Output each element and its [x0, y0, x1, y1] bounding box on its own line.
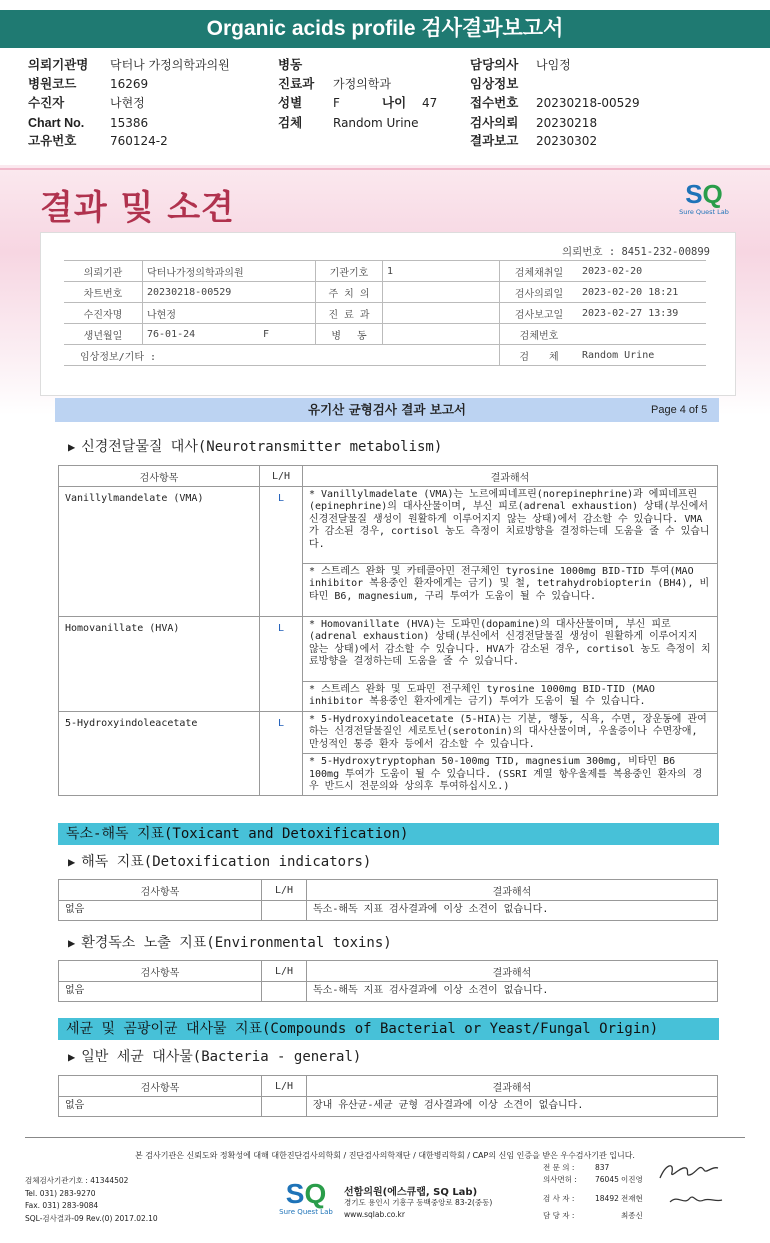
triangle-bullet-icon: ▶ [68, 936, 76, 950]
accreditation-statement: 본 검사기관은 신뢰도와 정확성에 대해 대한진단검사의학회 / 진단검사의학재단 / 대한병리학회 / CAP의 신임 인증을 받은 우수검사기관 입니다. [135, 1151, 635, 1160]
header-field-sex: 성별 F [278, 96, 340, 110]
examiner-signature [666, 1188, 726, 1210]
table-row: 5-Hydroxyindoleacetate L * 5-Hydroxyindoleacetate (5-HIA)는 기분, 행동, 식욕, 수면, 장운동에 관여하는 신경전달물질인 세로토닌(serotonin)의 대사산물이며, 우울증이나 수면장애, 만성적인 통증 환자 등에서 감소할 수 있습니다. [59, 712, 718, 754]
toxicant-section-bar: 독소-해독 지표(Toxicant and Detoxification) [58, 823, 719, 845]
page-number: Page 4 of 5 [651, 404, 708, 416]
footer-contact: 검체검사기관기호 : 41344502 Tel. 031) 283-9270 Fax. 031) 283-9084 SQL-검사결과-09 Rev.(0) 2017.02.10 [25, 1176, 158, 1223]
header-field-unique-no: 고유번호 760124-2 [28, 134, 168, 148]
environmental-heading: ▶ 환경독소 노출 지표(Environmental toxins) [68, 935, 392, 951]
lab-name: 선함의원(에스큐랩, SQ Lab) [344, 1187, 478, 1198]
request-number: 의뢰번호 : 8451-232-00899 [561, 246, 710, 258]
detox-results-table [58, 879, 718, 921]
info-row: 생년월일 76-01-24 F 병 동 검체번호 [64, 324, 706, 345]
doctor-signature [656, 1156, 726, 1186]
header-field-patient: 수진자 나현정 [28, 96, 145, 110]
section-heading: 결과 및 소견 [40, 188, 235, 228]
triangle-bullet-icon: ▶ [68, 855, 76, 869]
header-field-report-date: 결과보고 20230302 [470, 134, 598, 148]
environmental-results-table [58, 960, 718, 1002]
staff-row: 검 사 자 : 18492 전재현 [543, 1194, 643, 1203]
table-row: 없음 독소-해독 지표 검사결과에 이상 소견이 없습니다. [59, 982, 718, 1002]
header-field-doctor: 담당의사 나임정 [470, 58, 571, 72]
triangle-bullet-icon: ▶ [68, 440, 76, 454]
info-row: 임상정보/기타 : 검 체 Random Urine [64, 345, 706, 366]
report-banner-title: Organic acids profile 검사결과보고서 [0, 10, 770, 48]
table-header-row: 검사항목 L/H 결과해석 [59, 961, 718, 982]
header-field-hospital-code: 병원코드 16269 [28, 77, 149, 91]
staff-row: 전 문 의 : 837 [543, 1163, 610, 1172]
table-row: Homovanillate (HVA) L * Homovanillate (HVA)는 도파민(dopamine)의 대사산물이며, 부신 피로(adrenal exhaustion) 상태(부신에서 신경전달물질 생성이 원활하게 이루어지지 않는 상태)에서 감소할 수 있습니다. HVA가 감소된 경우, cortisol 농도 측정이 치료방향을 결정하는데 도움을 줄 수 있습니다. [59, 617, 718, 682]
bacteria-section-bar: 세균 및 곰팡이균 대사물 지표(Compounds of Bacterial or Yeast/Fungal Origin) [58, 1018, 719, 1040]
patient-info-table [64, 260, 706, 366]
section-divider [0, 168, 770, 170]
table-header-row: 검사항목 L/H 결과해석 [59, 880, 718, 901]
report-title: 유기산 균형검사 결과 보고서 [308, 402, 466, 417]
table-header-row: 검사항목 L/H 결과해석 [59, 466, 718, 487]
table-row: 없음 장내 유산균-세균 균형 검사결과에 이상 소견이 없습니다. [59, 1097, 718, 1117]
footer-divider [25, 1137, 745, 1138]
info-row: 차트번호 20230218-00529 주 치 의 검사의뢰일 2023-02-20 18:21 [64, 282, 706, 303]
staff-row: 담 당 자 : 최종신 [543, 1211, 643, 1220]
triangle-bullet-icon: ▶ [68, 1050, 76, 1064]
bacteria-heading: ▶ 일반 세균 대사물(Bacteria - general) [68, 1049, 362, 1065]
header-field-ward: 병동 [278, 58, 303, 72]
lab-address: 경기도 용인시 기흥구 동백중앙로 83-2(중동) [344, 1198, 493, 1207]
detox-heading: ▶ 해독 지표(Detoxification indicators) [68, 854, 372, 870]
table-row: * 5-Hydroxytryptophan 50-100mg TID, magnesium 300mg, 비타민 B6 100mg 투여가 도움이 될 수 있습니다. (SSRI 계열 항우울제를 복용중인 환자의 경우 반드시 전문의와 상의후 투여하십시오.) [59, 754, 718, 796]
lab-website[interactable]: www.sqlab.co.kr [344, 1210, 405, 1219]
header-field-receipt-no: 접수번호 20230218-00529 [470, 96, 640, 110]
header-field-chart-no: Chart No. 15386 [28, 116, 149, 130]
table-row: * 스트레스 완화 및 카테콜아민 전구체인 tyrosine 1000mg BID-TID 투여(MAO inhibitor 복용중인 환자에게는 금기) 및 철, tetrahydrobiopterin (BH4), 비타민 B6, magnesium, 구리 투여가 도움이 될 수 있습니다. [59, 564, 718, 617]
table-row: 없음 독소-해독 지표 검사결과에 이상 소견이 없습니다. [59, 901, 718, 921]
info-row: 수진자명 나현정 진 료 과 검사보고일 2023-02-27 13:39 [64, 303, 706, 324]
header-field-specimen: 검체 Random Urine [278, 116, 419, 130]
bacteria-results-table [58, 1075, 718, 1117]
header-field-institution: 의뢰기관명 닥터나 가정의학과의원 [28, 58, 230, 72]
info-row: 의뢰기관 닥터나가정의학과의원 기관기호 1 검체채취일 2023-02-20 [64, 261, 706, 282]
header-field-department: 진료과 가정의학과 [278, 77, 391, 91]
sq-lab-logo: SQ Sure Quest Lab [679, 179, 729, 216]
neuro-heading: ▶ 신경전달물질 대사(Neurotransmitter metabolism) [68, 439, 443, 455]
neuro-results-table [58, 465, 718, 796]
staff-row: 의사면허 : 76045 이진영 [543, 1175, 643, 1184]
header-field-age: 나이 47 [382, 96, 438, 110]
table-row: * 스트레스 완화 및 도파민 전구체인 tyrosine 1000mg BID-TID (MAO inhibitor 복용중인 환자에게는 금기) 투여가 도움이 될 수 있습니다. [59, 682, 718, 712]
footer-sq-logo: SQ Sure Quest Lab [279, 1178, 333, 1216]
header-field-request-date: 검사의뢰 20230218 [470, 116, 598, 130]
header-field-clinical-info: 임상정보 [470, 77, 519, 91]
table-header-row: 검사항목 L/H 결과해석 [59, 1076, 718, 1097]
table-row: Vanillylmandelate (VMA) L * Vanillylmadelate (VMA)는 노르에피네프린(norepinephrine)과 에피네프린(epinephrine)의 대사산물이며, 부신 피로(adrenal exhaustion) 상태(부신에서 신경전달물질 생성이 원활하게 이루어지지 않는 상태)에서 감소할 수 있습니다. VMA가 감소된 경우, cortisol 농도 측정이 치료방향을 결정하는데 도움을 줄 수 있습니다. [59, 487, 718, 564]
